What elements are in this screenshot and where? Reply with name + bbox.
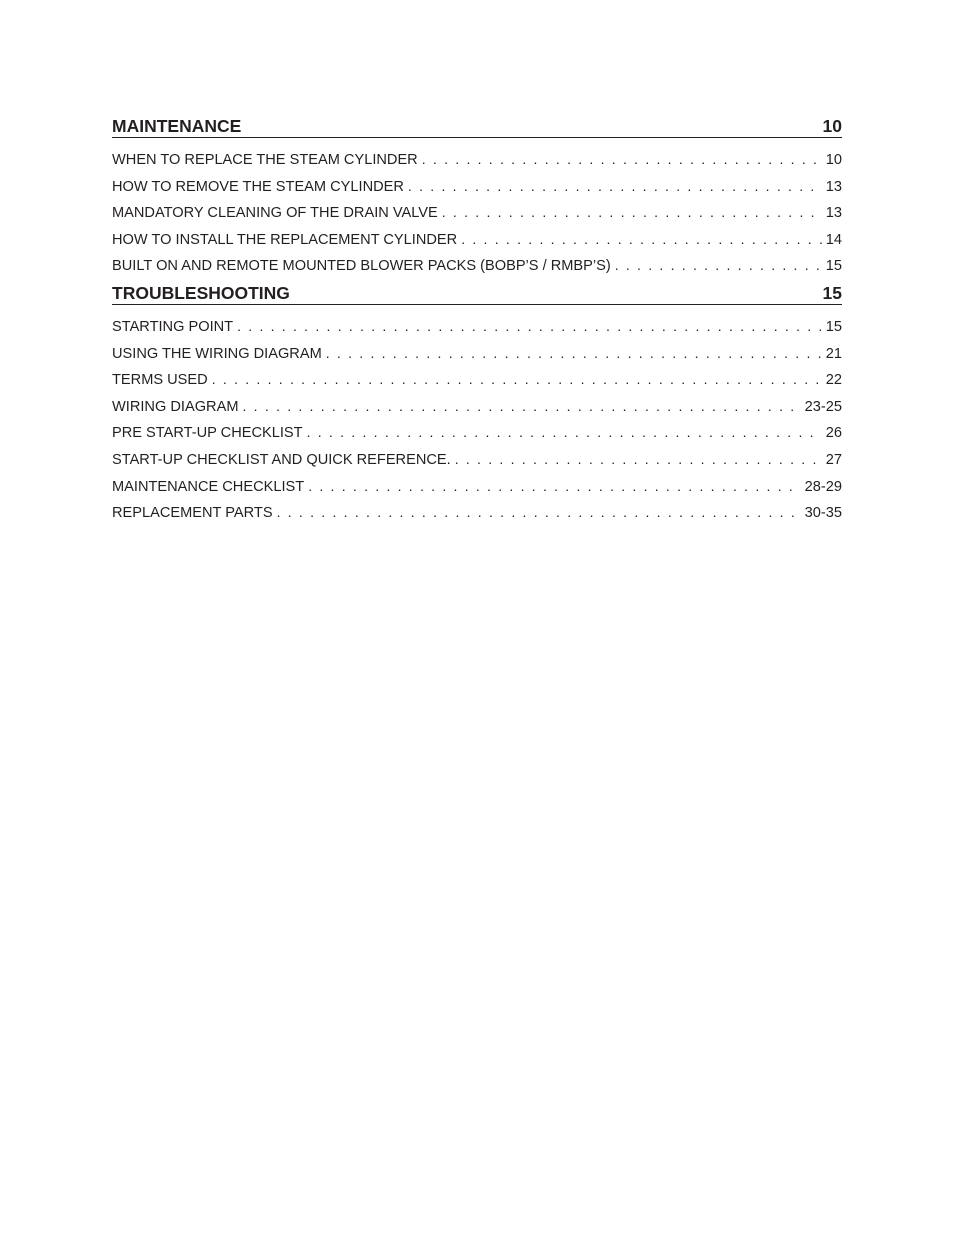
toc-entry[interactable] (112, 499, 842, 526)
toc-entry-label: HOW TO REMOVE THE STEAM CYLINDER (112, 178, 404, 195)
dot-leader (277, 499, 801, 526)
toc-entry[interactable] (112, 226, 842, 253)
toc-entry-page: 15 (825, 258, 842, 275)
toc-entry-page: 15 (825, 318, 842, 335)
table-of-contents (112, 112, 842, 526)
section-title: TROUBLESHOOTING (112, 282, 290, 303)
section-header (112, 112, 842, 138)
dot-leader (442, 199, 822, 226)
toc-entry-label: REPLACEMENT PARTS (112, 505, 273, 522)
toc-section-maintenance (112, 112, 842, 279)
toc-entry-label: WIRING DIAGRAM (112, 398, 239, 415)
toc-entry-page: 22 (825, 372, 842, 389)
toc-entry-label: STARTING POINT (112, 318, 234, 335)
toc-entry[interactable] (112, 366, 842, 393)
toc-entry[interactable] (112, 252, 842, 279)
toc-entries (112, 138, 842, 279)
toc-entry[interactable] (112, 199, 842, 226)
toc-entry[interactable] (112, 146, 842, 173)
toc-entry-label: TERMS USED (112, 372, 208, 389)
section-page-number: 10 (822, 116, 842, 136)
toc-section-troubleshooting (112, 279, 842, 526)
section-header (112, 279, 842, 305)
dot-leader (615, 252, 822, 279)
toc-entry[interactable] (112, 419, 842, 446)
toc-entry-label: WHEN TO REPLACE THE STEAM CYLINDER (112, 152, 418, 168)
toc-entry[interactable] (112, 340, 842, 367)
toc-entry-label: PRE START-UP CHECKLIST (112, 425, 303, 442)
toc-entry-label: MANDATORY CLEANING OF THE DRAIN VALVE (112, 205, 438, 222)
dot-leader (422, 146, 822, 173)
toc-entries (112, 305, 842, 526)
dot-leader (212, 366, 822, 393)
toc-entry-page: 10 (825, 152, 842, 168)
dot-leader (308, 473, 800, 500)
section-title: MAINTENANCE (112, 116, 242, 136)
toc-entry-page: 23-25 (804, 398, 842, 415)
toc-entry[interactable] (112, 313, 842, 340)
dot-leader (408, 173, 822, 200)
toc-entry-page: 14 (825, 231, 842, 248)
toc-entry-page: 26 (825, 425, 842, 442)
dot-leader (461, 226, 822, 253)
toc-entry[interactable] (112, 393, 842, 420)
dot-leader (326, 340, 822, 367)
dot-leader (242, 393, 800, 420)
toc-entry-page: 21 (825, 345, 842, 362)
dot-leader (237, 313, 822, 340)
section-page-number: 15 (822, 282, 842, 303)
toc-entry-page: 30-35 (804, 505, 842, 522)
toc-entry-label: BUILT ON AND REMOTE MOUNTED BLOWER PACKS (BOBP’S / RMBP’S) (112, 258, 611, 275)
toc-entry-label: MAINTENANCE CHECKLIST (112, 478, 305, 495)
toc-entry[interactable] (112, 446, 842, 473)
toc-entry-label: HOW TO INSTALL THE REPLACEMENT CYLINDER (112, 231, 458, 248)
toc-entry-page: 13 (825, 205, 842, 222)
dot-leader (455, 446, 822, 473)
toc-entry-page: 13 (825, 178, 842, 195)
toc-entry-page: 28-29 (804, 478, 842, 495)
toc-entry-label: USING THE WIRING DIAGRAM (112, 345, 322, 362)
toc-entry-label: START-UP CHECKLIST AND QUICK REFERENCE. (112, 451, 451, 468)
toc-entry[interactable] (112, 473, 842, 500)
dot-leader (307, 419, 822, 446)
toc-entry[interactable] (112, 173, 842, 200)
toc-entry-page: 27 (825, 451, 842, 468)
